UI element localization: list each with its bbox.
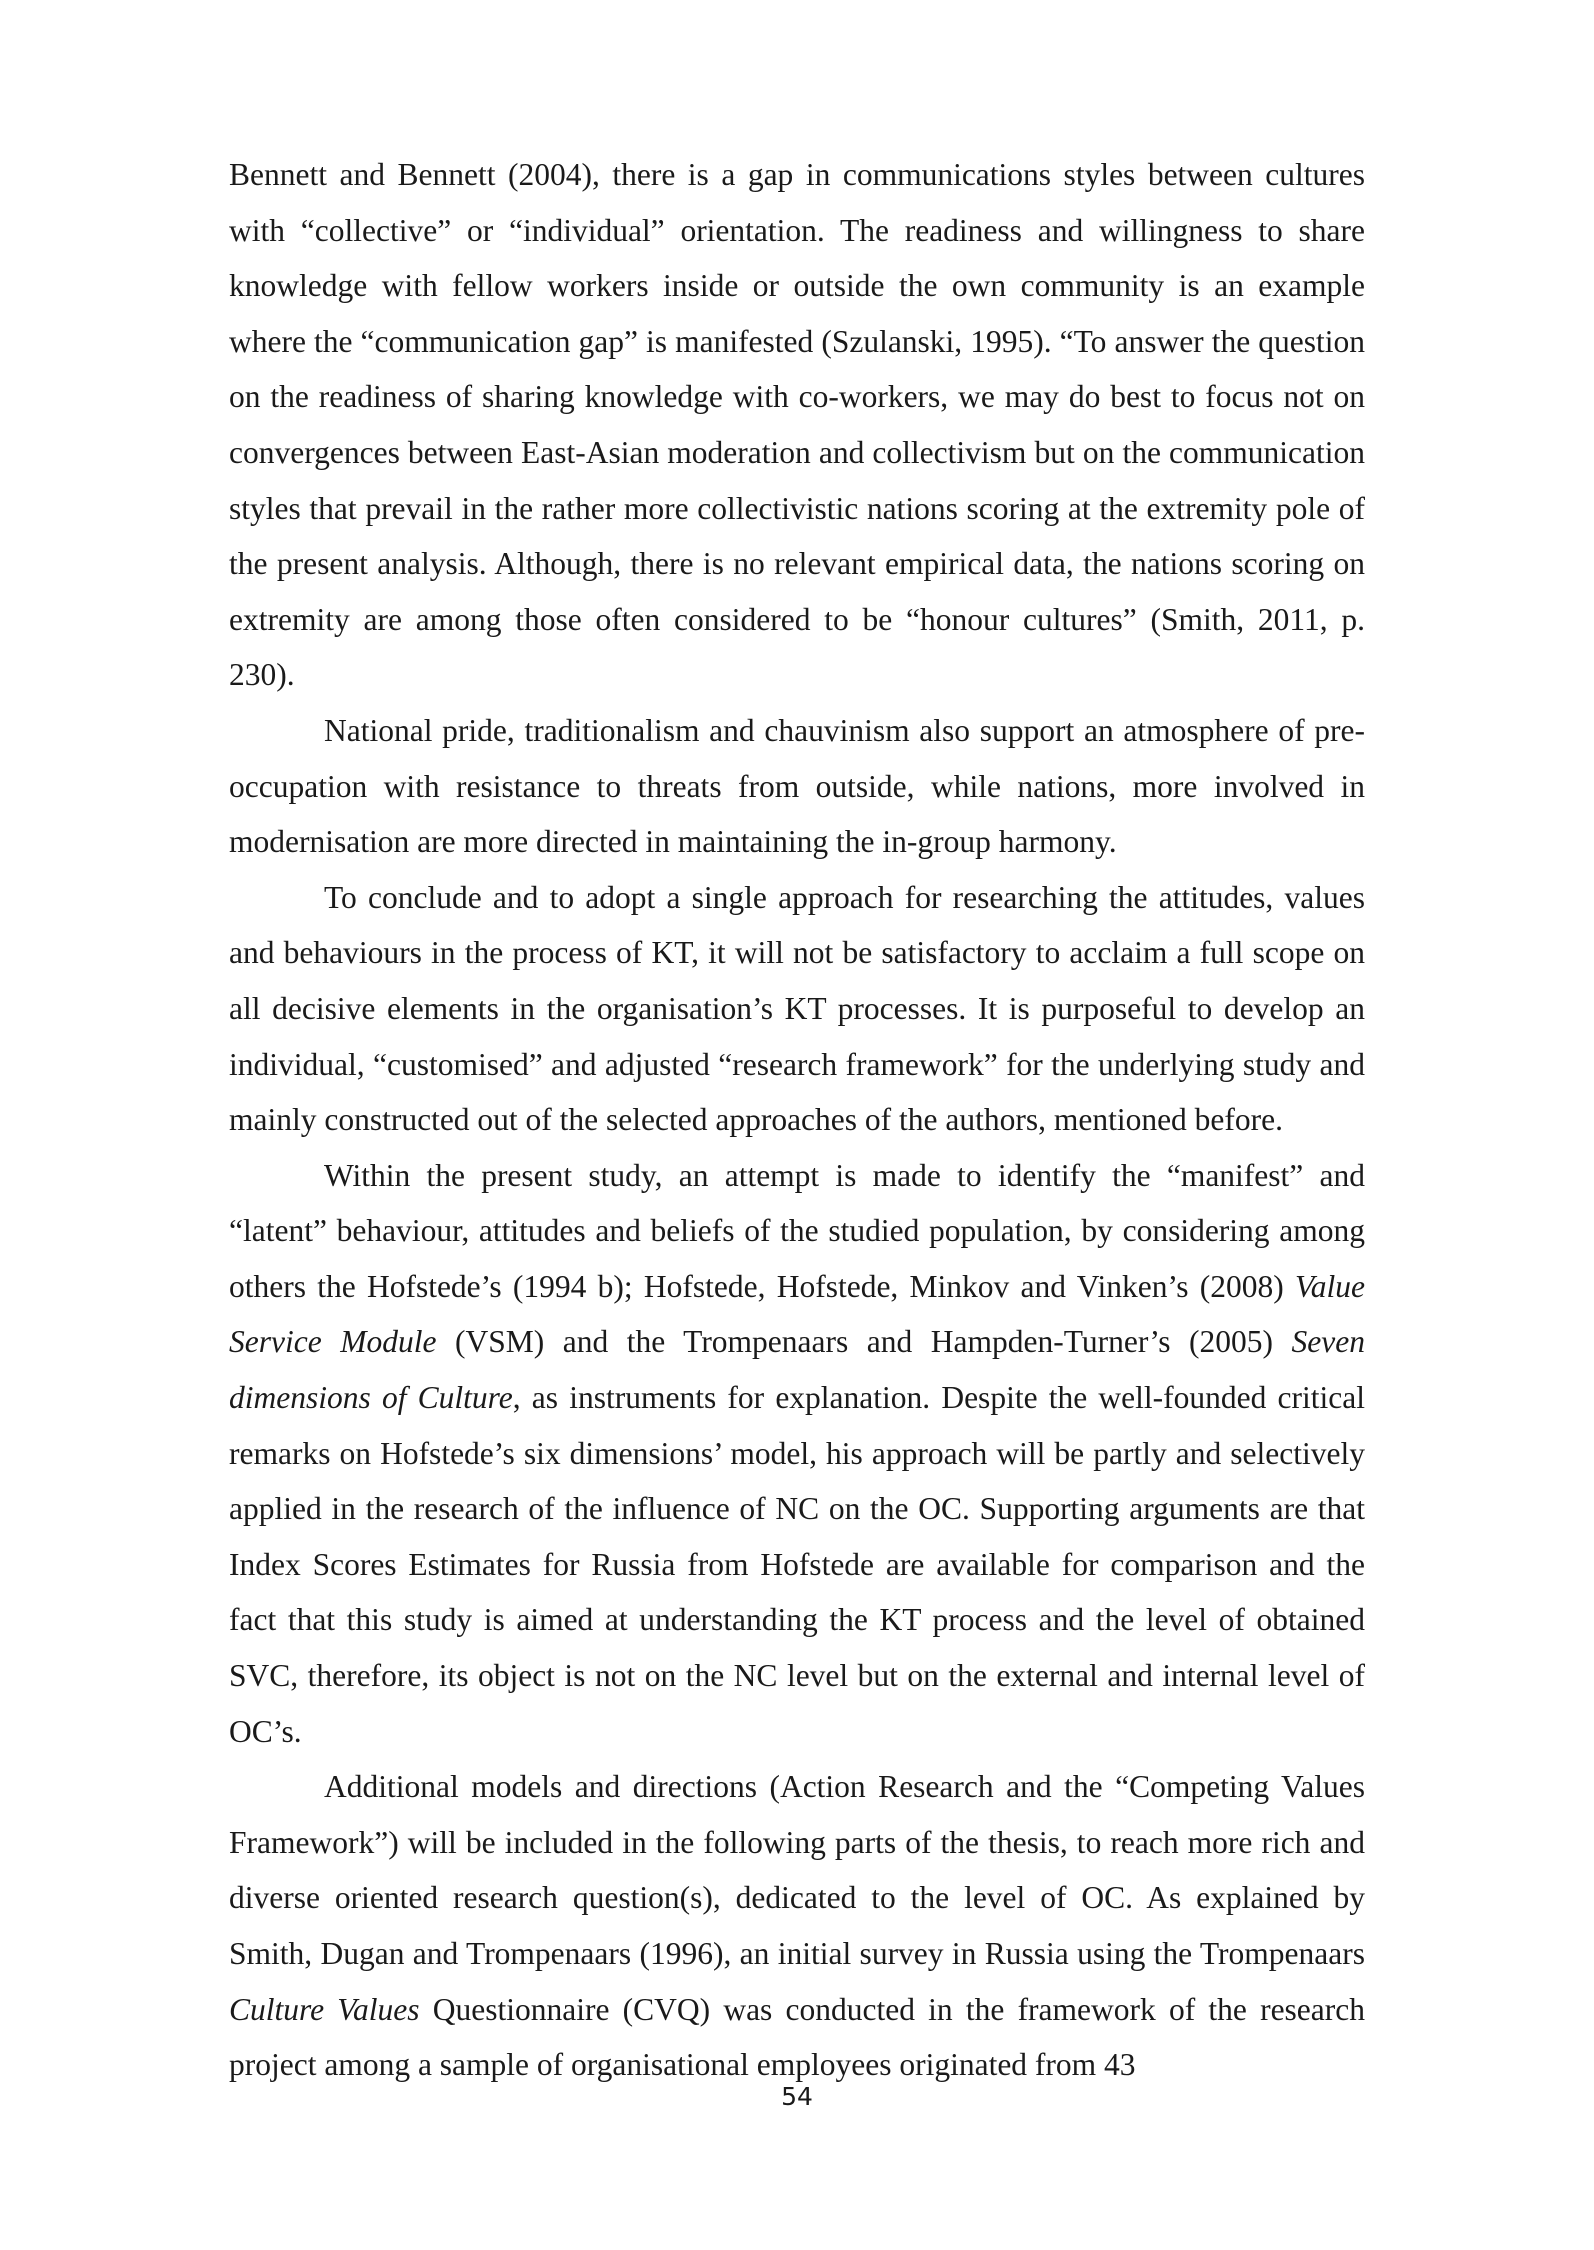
text-segment: Additional models and directions (Action Research and the “Competing Values Framework”) will be included in the following parts of the thesis, to reach more rich and diverse oriented research question(s), dedicated to the level of OC. As explained by Smith, Dugan and Trompenaars (1996), an initial survey in Russia using the Trompenaars — [229, 1769, 1365, 1971]
paragraph — [229, 703, 1365, 870]
text-segment: To conclude and to adopt a single approach for researching the attitudes, values and behaviours in the process of KT, it will not be satisfactory to acclaim a full scope on all decisive elements in the organisation’s KT processes. It is purposeful to develop an individual, “customised” and adjusted “research framework” for the underlying study and mainly constructed out of the selected approaches of the authors, mentioned before. — [229, 879, 1365, 1138]
italic-title: Culture Values — [229, 1991, 420, 2027]
text-segment: , as instruments for explanation. Despite the well-founded critical remarks on Hofstede’s six dimensions’ model, his approach will be partly and selectively applied in the research of the influence of NC on the OC. Supporting arguments are that Index Scores Estimates for Russia from Hofstede are available for comparison and the fact that this study is aimed at understanding the KT process and the level of obtained SVC, therefore, its object is not on the NC level but on the external and internal level of OC’s. — [229, 1380, 1365, 1749]
paragraph — [229, 147, 1365, 703]
italic-title: Seven dimensions of Culture — [229, 1324, 1365, 1416]
paragraph — [229, 1759, 1365, 2093]
body-text — [229, 147, 1365, 2093]
text-segment: Bennett and Bennett (2004), there is a gap in communications styles between cultures with “collective” or “individual” orientation. The readiness and willingness to share knowledge with fellow workers inside or outside the own community is an example where the “communication gap” is manifested (Szulanski, 1995). “To answer the question on the readiness of sharing knowledge with co-workers, we may do best to focus not on convergences between East-Asian moderation and collectivism but on the communication styles that prevail in the rather more collectivistic nations scoring at the extremity pole of the present analysis. Although, there is no relevant empirical data, the nations scoring on extremity are among those often considered to be “honour cultures” (Smith, 2011, p. 230). — [229, 157, 1365, 693]
paragraph — [229, 870, 1365, 1148]
page-number: 54 — [781, 2082, 813, 2111]
text-segment: Questionnaire (CVQ) was conducted in the framework of the research project among a sample of organisational employees originated from 43 — [229, 1991, 1365, 2083]
paragraph — [229, 1148, 1365, 1760]
text-segment: (VSM) and the Trompenaars and Hampden-Turner’s (2005) — [436, 1324, 1292, 1360]
text-segment: Within the present study, an attempt is made to identify the “manifest” and “latent” behaviour, attitudes and beliefs of the studied population, by considering among others the Hofstede’s (1994 b); Hofstede, Hofstede, Minkov and Vinken’s (2008) — [229, 1157, 1365, 1304]
italic-title: Value Service Module — [229, 1268, 1365, 1360]
text-segment: National pride, traditionalism and chauvinism also support an atmosphere of pre-occupation with resistance to threats from outside, while nations, more involved in modernisation are more directed in maintaining the in-group harmony. — [229, 712, 1365, 860]
